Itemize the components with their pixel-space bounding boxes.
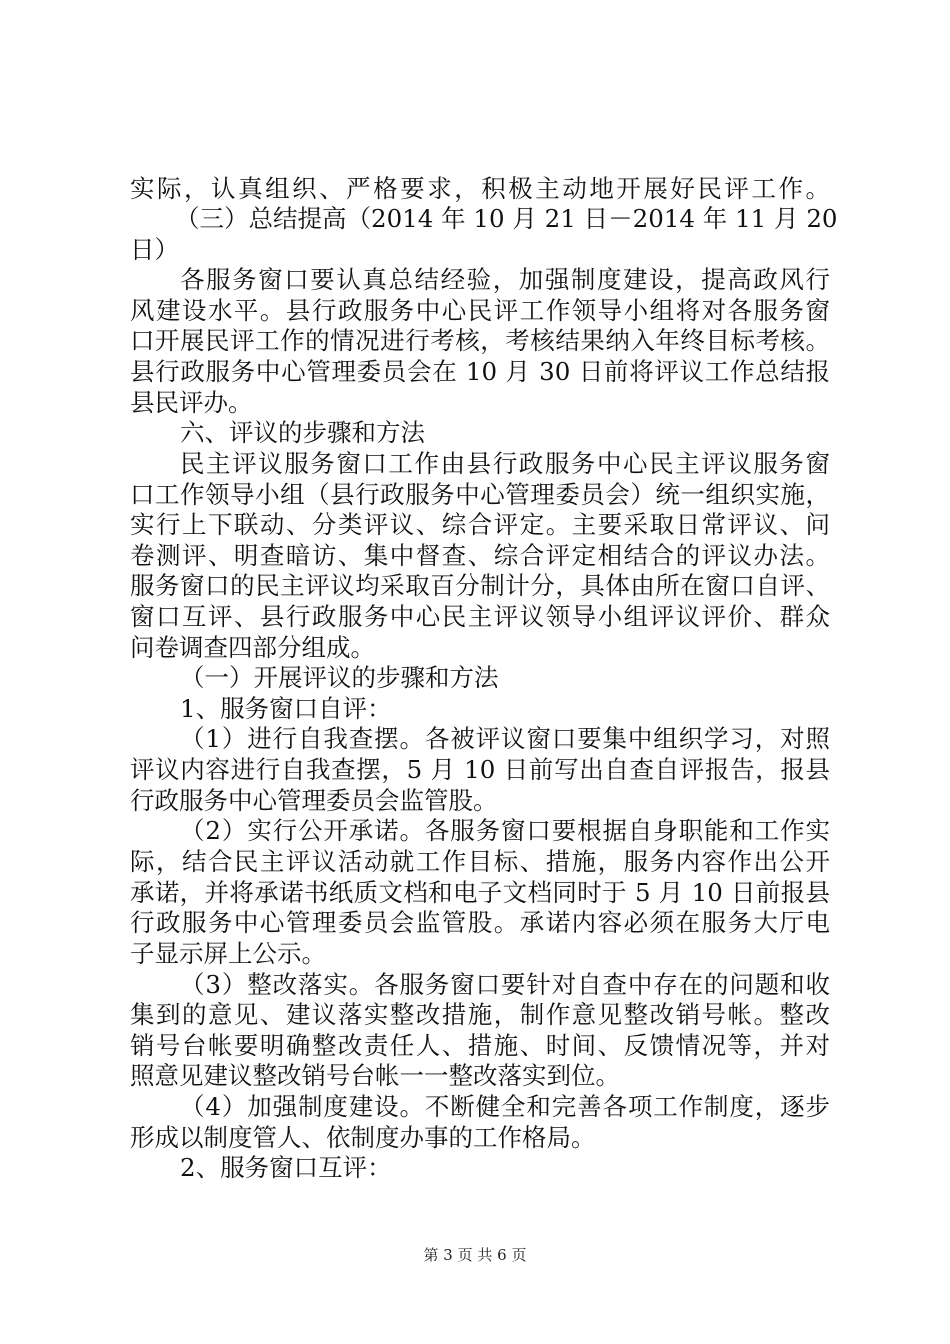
text-line: 际，结合民主评议活动就工作目标、措施，服务内容作出公开: [130, 847, 830, 876]
text-line: 评议内容进行自我查摆，5 月 10 日前写出自查自评报告，报县: [130, 755, 830, 784]
text-line: 民主评议服务窗口工作由县行政服务中心民主评议服务窗: [180, 449, 830, 478]
text-line: 县行政服务中心管理委员会在 10 月 30 日前将评议工作总结报: [130, 357, 830, 386]
text-line: 承诺，并将承诺书纸质文档和电子文档同时于 5 月 10 日前报县: [130, 878, 830, 907]
text-line: 实际，认真组织、严格要求，积极主动地开展好民评工作。: [130, 174, 830, 203]
text-line: 风建设水平。县行政服务中心民评工作领导小组将对各服务窗: [130, 296, 830, 325]
text-line: 照意见建议整改销号台帐一一整改落实到位。: [130, 1061, 620, 1090]
item-heading: 1、服务窗口自评：: [180, 694, 392, 723]
text-line: （4）加强制度建设。不断健全和完善各项工作制度，逐步: [180, 1092, 830, 1121]
text-line: 口开展民评工作的情况进行考核，考核结果纳入年终目标考核。: [130, 326, 830, 355]
text-line: 行政服务中心管理委员会监管股。: [130, 786, 498, 815]
text-line: 县民评办。: [130, 388, 253, 417]
text-line: 行政服务中心管理委员会监管股。承诺内容必须在服务大厅电: [130, 908, 830, 937]
text-line: 子显示屏上公示。: [130, 939, 326, 968]
text-line: （三）总结提高（2014 年 10 月 21 日－2014 年 11 月 20: [175, 204, 838, 233]
section-heading: 六、评议的步骤和方法: [180, 418, 425, 447]
text-line: 各服务窗口要认真总结经验，加强制度建设，提高政风行: [180, 265, 830, 294]
subsection-heading: （一）开展评议的步骤和方法: [180, 663, 499, 692]
text-line: 形成以制度管人、依制度办事的工作格局。: [130, 1123, 596, 1152]
text-line: 销号台帐要明确整改责任人、措施、时间、反馈情况等，并对: [130, 1031, 830, 1060]
text-line: （1）进行自我查摆。各被评议窗口要集中组织学习，对照: [180, 724, 830, 753]
text-line: 集到的意见、建议落实整改措施，制作意见整改销号帐。整改: [130, 1000, 830, 1029]
text-line: 窗口互评、县行政服务中心民主评议领导小组评议评价、群众: [130, 602, 830, 631]
text-line: 问卷调查四部分组成。: [130, 633, 375, 662]
text-line: 日）: [130, 235, 179, 264]
text-line: 口工作领导小组（县行政服务中心管理委员会）统一组织实施，: [130, 480, 830, 509]
text-line: （2）实行公开承诺。各服务窗口要根据自身职能和工作实: [180, 816, 830, 845]
page-number: 第 3 页 共 6 页: [423, 1246, 527, 1264]
item-heading: 2、服务窗口互评：: [180, 1153, 392, 1182]
text-line: 卷测评、明查暗访、集中督查、综合评定相结合的评议办法。: [130, 541, 830, 570]
text-line: 服务窗口的民主评议均采取百分制计分，具体由所在窗口自评、: [130, 571, 830, 600]
text-line: （3）整改落实。各服务窗口要针对自查中存在的问题和收: [180, 970, 830, 999]
text-line: 实行上下联动、分类评议、综合评定。主要采取日常评议、问: [130, 510, 830, 539]
